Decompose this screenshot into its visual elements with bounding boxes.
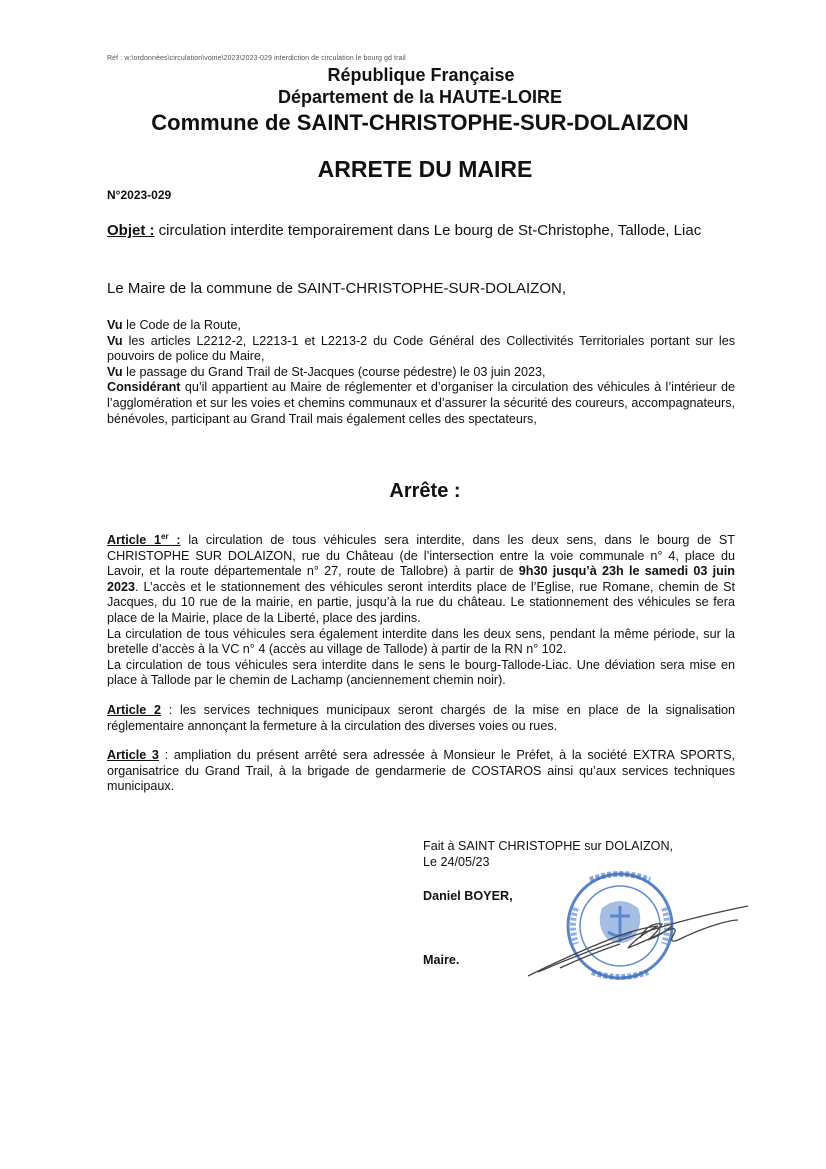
page-title: ARRETE DU MAIRE	[317, 156, 533, 182]
signature-block	[423, 838, 673, 870]
considerant-lead: Considérant	[107, 380, 181, 395]
objet-line	[107, 221, 737, 241]
signature-date: Le 24/05/23	[423, 855, 490, 869]
arrete-heading: Arrête :	[389, 480, 461, 502]
articles-section	[107, 533, 735, 795]
vu-item	[107, 365, 735, 381]
article-1-label-sup: er	[161, 531, 169, 541]
signatory-role: Maire.	[423, 953, 460, 967]
vu-text: le Code de la Route,	[122, 318, 241, 332]
signature-place: Fait à SAINT CHRISTOPHE sur DOLAIZON,	[423, 839, 674, 853]
considerant-text: qu’il appartient au Maire de réglementer et d’organiser la circulation des véhicules à l’intérieur de l’agglomération et sur les voies et chemins communaux et d’assurer la sécurité des coureurs, accompagnateurs, bénévoles, participant au Grand Trail mais également celles des spectateurs,	[107, 380, 735, 426]
article-3	[107, 748, 735, 795]
objet-text: circulation interdite temporairement dans Le bourg de St-Christophe, Tallode, Liac	[158, 222, 702, 239]
vu-item	[107, 334, 735, 365]
departement-heading: Département de la HAUTE-LOIRE	[277, 87, 563, 107]
document-header	[0, 64, 826, 138]
file-reference: Réf : w:\ordonnées\circulation\voirie\2023\2023-029 interdiction de circulation le bourg gd trail	[107, 55, 406, 62]
maire-intro: Le Maire de la commune de SAINT-CHRISTOPHE-SUR-DOLAIZON,	[107, 280, 567, 297]
signatory-name: Daniel BOYER,	[423, 889, 513, 903]
vu-lead: Vu	[107, 333, 123, 348]
article-3-sep: :	[158, 748, 174, 763]
article-2-label: Article 2	[107, 702, 161, 717]
commune-heading: Commune de SAINT-CHRISTOPHE-SUR-DOLAIZON	[151, 110, 689, 135]
official-stamp-and-signature	[520, 868, 760, 988]
considerant-item	[107, 380, 735, 427]
republique-heading: République Française	[327, 65, 515, 85]
article-3-label: Article 3	[107, 748, 159, 763]
article-1-label-main: Article 1	[107, 533, 161, 547]
article-2	[107, 703, 735, 734]
article-2-sep: :	[160, 702, 180, 717]
vu-lead: Vu	[107, 364, 123, 379]
article-1	[107, 533, 735, 627]
vus-section	[107, 318, 735, 427]
vu-text: les articles L2212-2, L2213-1 et L2213-2 du Code Général des Collectivités Territoriales portant sur les pouvoirs de police du Maire,	[107, 333, 735, 364]
vu-item	[107, 318, 735, 334]
article-1-text-c: . L’accès et le stationnement des véhicules seront interdits place de l’Eglise, rue Romane, chemin de St Jacques, du 10 rue de la mairie, en partie, jusqu’à la rue du château. Le stationnement des véhicules se fera place de la Mairie, place de la Liberté, place des jardins.	[107, 579, 735, 625]
article-1-paragraph-2: La circulation de tous véhicules sera également interdite dans les deux sens, pendant la même période, sur la bretelle d’accès à la VC n° 4 (accès au village de Tallode) à partir de la RN n° 102.	[107, 626, 735, 657]
vu-text: le passage du Grand Trail de St-Jacques (course pédestre) le 03 juin 2023,	[122, 364, 546, 379]
article-1-text-a: la circulation de tous véhicules sera interdite, dans les deux sens, dans le bourg de ST CHRISTOPHE SUR DOLAIZON, rue du Château (de l’intersection entre la voie communale n° 4, place du Lavoir, et la route départementale n° 27, route de Tallobre) à partir de	[107, 533, 735, 579]
arrete-number: N°2023-029	[107, 188, 172, 202]
vu-lead: Vu	[107, 318, 123, 332]
article-3-text: ampliation du présent arrêté sera adressée à Monsieur le Préfet, à la société EXTRA SPORTS, organisatrice du Grand Trail, à la brigade de gendarmerie de COSTAROS ainsi qu’aux services techniques municipaux.	[107, 748, 735, 794]
article-1-dates: 9h30 jusqu’à 23h le samedi 03 juin 2023	[107, 564, 736, 594]
article-1-paragraph-3: La circulation de tous véhicules sera interdite dans le sens le bourg-Tallode-Liac. Une déviation sera mise en place à Tallode par le chemin de Lachamp (anciennement chemin noir).	[107, 657, 735, 688]
article-1-label-end: :	[168, 533, 181, 547]
objet-label: Objet :	[107, 222, 155, 239]
article-2-text: les services techniques municipaux seront chargés de la mise en place de la signalisation réglementaire annonçant la fermeture à la circulation des diverses voies ou rues.	[107, 702, 736, 733]
article-1-label	[107, 533, 181, 547]
